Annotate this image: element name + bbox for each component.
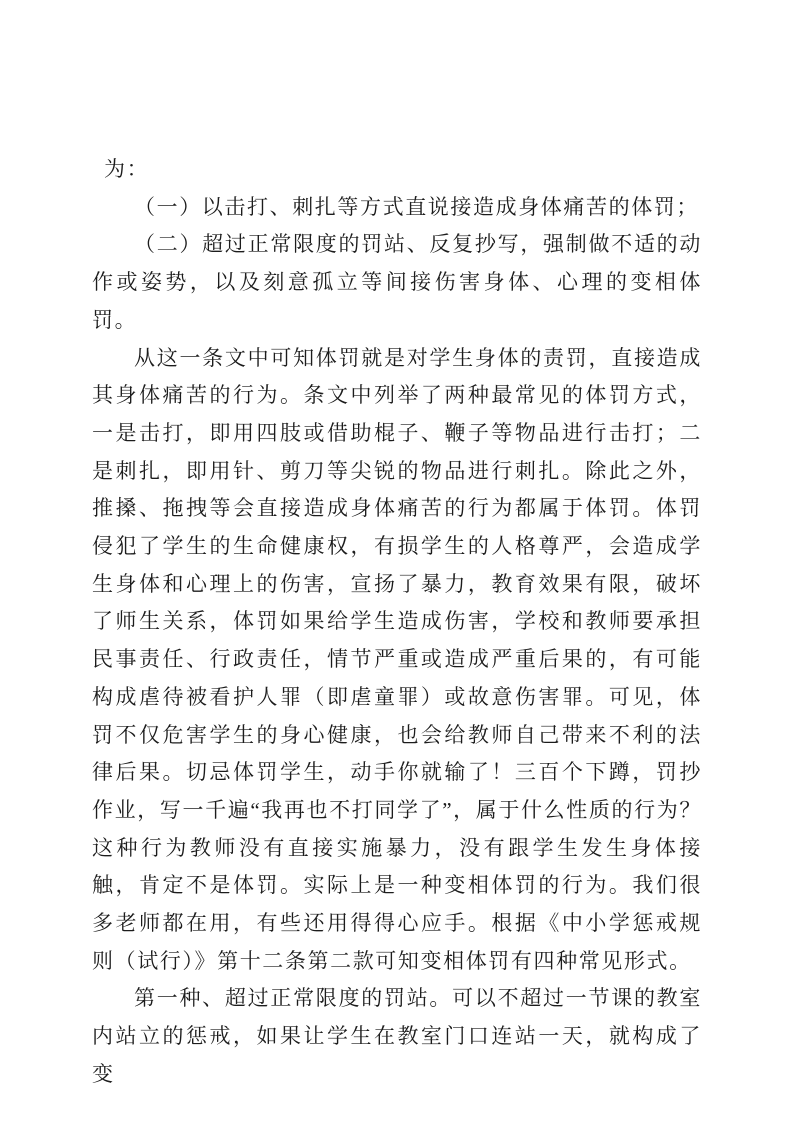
paragraph: （二）超过正常限度的罚站、反复抄写，强制做不适的动作或姿势，以及刻意孤立等间接伤害身体、心理的变相体罚。 bbox=[92, 232, 702, 332]
paragraph: 为： bbox=[104, 157, 150, 181]
paragraph: （一）以击打、刺扎等方式直说接造成身体痛苦的体罚； bbox=[134, 194, 699, 219]
paragraph: 第一种、超过正常限度的罚站。可以不超过一节课的教室内站立的惩戒，如果让学生在教室门口连站一天，就构成了变 bbox=[92, 986, 702, 1086]
document-body bbox=[92, 151, 702, 1094]
paragraph: 从这一条文中可知体罚就是对学生身体的责罚，直接造成其身体痛苦的行为。条文中列举了两种最常见的体罚方式，一是击打，即用四肢或借助棍子、鞭子等物品进行击打；二是刺扎，即用针、剪刀等尖锐的物品进行刺扎。除此之外，推搡、拖拽等会直接造成身体痛苦的行为都属于体罚。体罚侵犯了学生的生命健康权，有损学生的人格尊严，会造成学生身体和心理上的伤害，宣扬了暴力，教育效果有限，破坏了师生关系，体罚如果给学生造成伤害，学校和教师要承担民事责任、行政责任，情节严重或造成严重后果的，有可能构成虐待被看护人罪（即虐童罪）或故意伤害罪。可见，体罚不仅危害学生的身心健康，也会给教师自己带来不利的法律后果。切忌体罚学生，动手你就输了！三百个下蹲，罚抄作业，写一千遍“我再也不打同学了”，属于什么性质的行为？这种行为教师没有直接实施暴力，没有跟学生发生身体接触，肯定不是体罚。实际上是一种变相体罚的行为。我们很多老师都在用，有些还用得得心应手。根据《中小学惩戒规则（试行）》第十二条第二款可知变相体罚有四种常见形式。 bbox=[92, 345, 702, 973]
